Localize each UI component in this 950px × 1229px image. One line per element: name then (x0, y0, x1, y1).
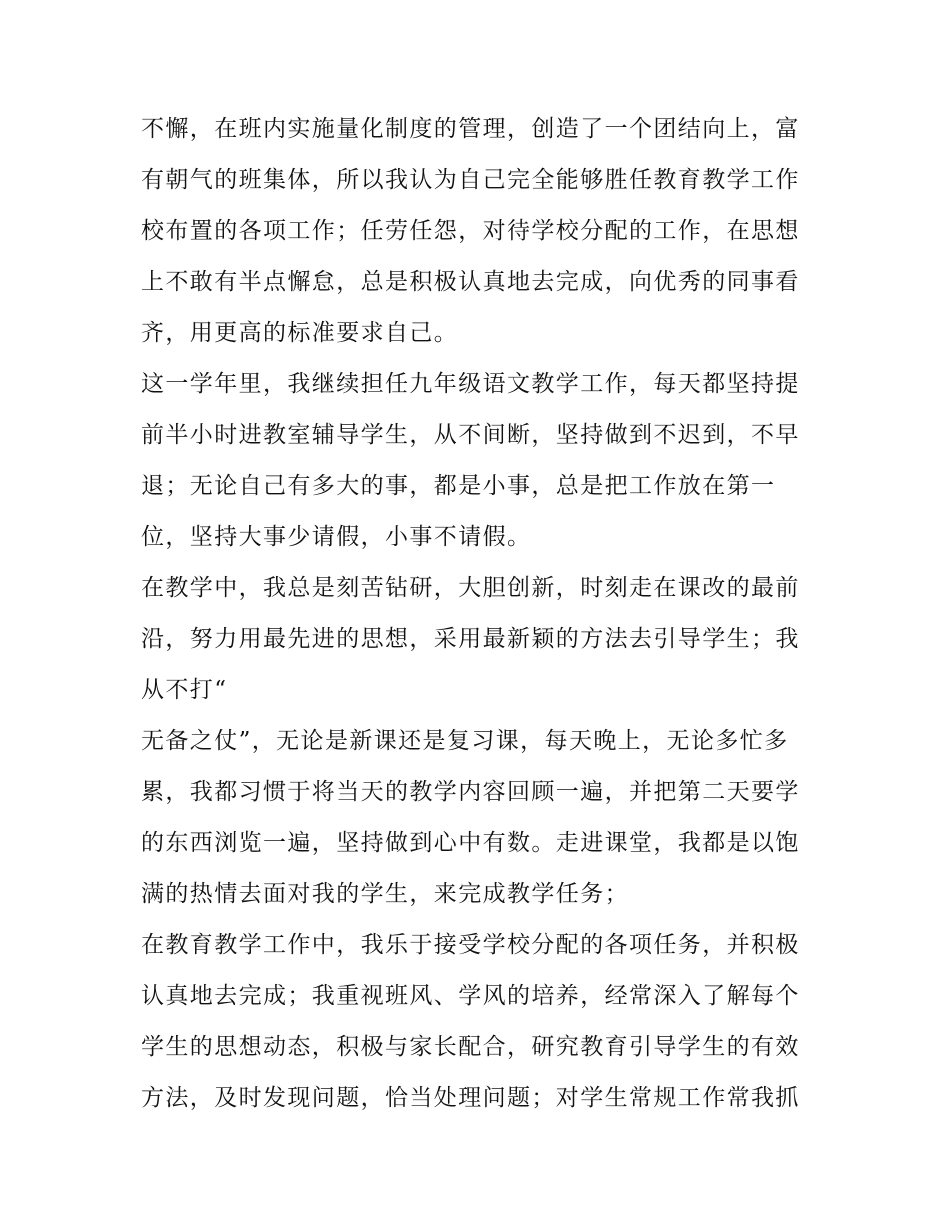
text-line-12: 从不打“ (141, 677, 228, 703)
text-line-8: 退；无论自己有多大的事，都是小事，总是把工作放在第一 (141, 473, 776, 499)
text-line-1: 不懈，在班内实施量化制度的管理，创造了一个团结向上，富 (141, 116, 800, 142)
text-line-4: 上不敢有半点懈怠，总是积极认真地去完成，向优秀的同事看 (141, 269, 800, 295)
text-line-14: 累，我都习惯于将当天的教学内容回顾一遍，并把第二天要学 (141, 779, 800, 805)
text-line-16: 满的热情去面对我的学生，来完成教学任务； (141, 881, 629, 907)
text-line-2: 有朝气的班集体，所以我认为自己完全能够胜任教育教学工作 (141, 167, 800, 193)
text-line-20: 方法，及时发现问题，恰当处理问题；对学生常规工作常我抓 (141, 1085, 800, 1111)
text-line-11: 沿，努力用最先进的思想，采用最新颖的方法去引导学生；我 (141, 626, 800, 652)
text-line-15: 的东西浏览一遍，坚持做到心中有数。走进课堂，我都是以饱 (141, 830, 800, 856)
text-line-19: 学生的思想动态，积极与家长配合，研究教育引导学生的有效 (141, 1034, 800, 1060)
text-line-7: 前半小时进教室辅导学生，从不间断，坚持做到不迟到，不早 (141, 422, 800, 448)
text-line-18: 认真地去完成；我重视班风、学风的培养，经常深入了解每个 (141, 983, 800, 1009)
text-line-17: 在教育教学工作中，我乐于接受学校分配的各项任务，并积极 (141, 932, 800, 958)
text-line-5: 齐，用更高的标准要求自己。 (141, 320, 459, 346)
text-line-3: 校布置的各项工作；任劳任怨，对待学校分配的工作，在思想 (141, 218, 800, 244)
body-text (141, 104, 821, 1124)
text-line-6: 这一学年里，我继续担任九年级语文教学工作，每天都坚持提 (141, 371, 800, 397)
text-line-13: 无备之仗”，无论是新课还是复习课，每天晚上，无论多忙多 (141, 728, 789, 754)
text-line-10: 在教学中，我总是刻苦钻研，大胆创新，时刻走在课改的最前 (141, 575, 800, 601)
text-line-9: 位，坚持大事少请假，小事不请假。 (141, 524, 532, 550)
